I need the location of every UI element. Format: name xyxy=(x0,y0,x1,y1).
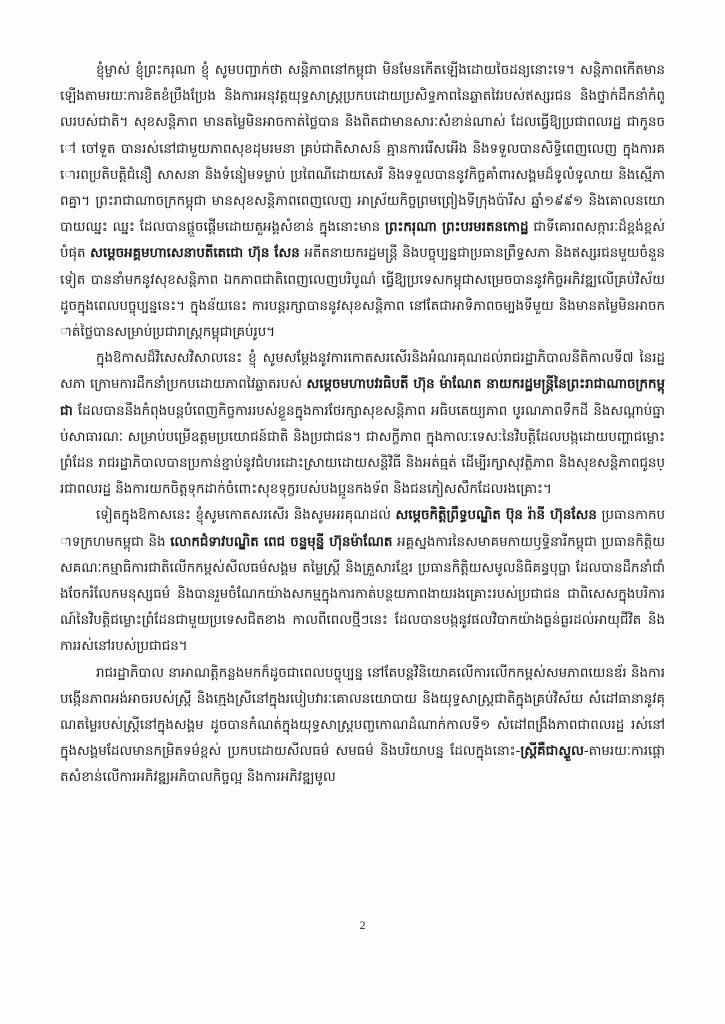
page-number: 2 xyxy=(359,918,366,932)
text-segment: រាជរដ្ឋាភិបាល នាអាណត្តិកន្លងមកក៏ដូចជាពេលបច្ចុប្បន្ន នៅតែបន្តវិនិយោគលើការលើកកម្ពស់សមភាពយេនឌ័រ និងការបង្កើនភាពអង់អាចរបស់ស្ត្រី និងក្មេងស្រីនៅក្នុងរបៀបវារៈគោលនយោបាយ និងយុទ្ធសាស្ត្រជាតិក្នុងគ្រប់វិស័យ សំដៅធានានូវគុណតម្លៃរបស់ស្ត្រីនៅក្នុងសង្គម ដូចបានកំណត់ក្នុងយុទ្ធសាស្ត្របញ្ចកោណដំណាក់កាលទី១ សំដៅពង្រឹងភាពជាពលរដ្ឋ រស់នៅក្នុងសង្គមដែលមានកម្រិតទម៌ខ្ពស់ ប្រកបដោយសីលធម៌ សមធម៌ និងបរិយាបន្ន ដែលក្នុងនោះ- xyxy=(60,665,665,760)
text-segment: ជាទីគោរពសក្ការៈដ៏ខ្ពង់ខ្ពស់បំផុត xyxy=(60,220,665,262)
text-segment: អគ្គស្នងការនៃសមាគមកាយឫទ្ធិនារីកម្ពុជា ប្រធានកិត្តិយសគណៈកម្មាធិការជាតិលើកកម្ពស់សីលធម៌សង្គម តម្លៃស្ត្រី និងគ្រួសារខ្មែរ ប្រធានកិត្តិយសមូលនិធិគន្ធបុប្ផា ដែលបានដឹកនាំជាំងចែករំលែកមនុស្សធម៌ និងបានរួមចំណែកយ៉ាងសកម្មក្នុងការកាត់បន្ថយភាពងាយរងគ្រោះរបស់ប្រជាជន ជាពិសេសក្នុងបរិការណ៍នៃវិបត្តិជម្លោះព្រំដែនជាមួយប្រទេសជិតខាង កាលពីពេលថ្មីៗនេះ ដែលបានបង្កនូវផលវិបាកយ៉ាងធ្ងន់ធ្ងរដល់អាយុជីវិត និងការរស់នៅរបស់ប្រជាជន។ xyxy=(60,534,665,655)
paragraph-peace xyxy=(60,58,665,346)
bold-name-hun-sen: សម្តេចអគ្គមហាសេនាបតីតេជោ ហ៊ុន សែន xyxy=(90,246,300,262)
text-segment: ខ្ញុំម្ចាស់ ខ្ញុំព្រះករុណា ខ្ញុំ សូមបញ្ជាក់ថា សន្តិភាពនៅកម្ពុជា មិនមែនកើតឡើងដោយចៃដន្យនោះទេ។ សន្តិភាពកើតមានឡើងតាមរយៈការខិតខំប្រឹងប្រែង និងការអនុវត្តយុទ្ធសាស្ត្រប្រកបដោយប្រសិទ្ធភាពនៃឆ្លាតវៃរបស់ឥស្សរជន និងថ្នាក់ដឹកនាំកំពូលរបស់ជាតិ។ សុខសន្តិភាព មានតម្លៃមិនអាចកាត់ថ្លៃបាន និងពិតជាមានសារៈសំខាន់ណាស់ ដែលធ្វើឱ្យប្រជាពលរដ្ឋ ជាកូនចៅ ចៅទួត បានរស់នៅជាមួយភាពសុខដុមរមនា គ្រប់ជាតិសាសន៍ គ្មានការរើសអើង និងទទួលបានសិទ្ធិពេញលេញ ក្នុងការគោរពប្រតិបត្តិជំនឿ សាសនា និងទំនៀមទម្លាប់ ប្រពៃណីដោយសេរី និងទទួលបាននូវកិច្ចគាំពារសង្គមដ៏ទូលំទូលាយ និងស្មើភាពគ្នា។ ព្រះរាជាណាចក្រកម្ពុជា មានសុខសន្តិភាពពេញលេញ អាស្រ័យកិច្ចព្រមព្រៀងទីក្រុងប៉ារីស ឆ្នាំ១៩៩១ និងគោលនយោបាយឈ្នះ ឈ្នះ ដែលបានផ្តួចផ្តើមដោយតួអង្គសំខាន់ ក្នុងនោះមាន xyxy=(60,63,665,236)
bold-name-hun-manet: សម្តេចមហាបវរធិបតី ហ៊ុន ម៉ាណែត នាយករដ្ឋមន្ត្រីនៃព្រះរាជាណាចក្រកម្ពុជា xyxy=(60,377,665,419)
paragraph-gender-equality xyxy=(60,661,665,792)
text-segment: ក្នុងឱកាសដ៏វិសេសវិសាលនេះ ខ្ញុំ សូមសម្តែងនូវការកោតសរសើរនិងអំណរគុណដល់រាជរដ្ឋាភិបាលនីតិកាលទី៧ នៃរដ្ឋសភា ក្រោមការដឹកនាំប្រកបដោយភាពវៃឆ្លាតរបស់ xyxy=(60,351,665,393)
bold-title-king: ព្រះករុណា ព្រះបរមរតនកោដ្ឋ xyxy=(385,220,529,236)
paragraph-thanks xyxy=(60,503,665,660)
bold-name-pich-chanmony: លោកជំទាវបណ្ឌិត ពេជ ចន្ទមុន្នី ហ៊ុនម៉ាណែត xyxy=(170,534,393,550)
document-body xyxy=(60,58,665,792)
bold-name-bun-rany: សម្តេចកិត្តិព្រឹទ្ធបណ្ឌិត ប៊ុន រ៉ានី ហ៊ុនសែន xyxy=(395,508,597,524)
text-segment: -តាមរយៈការផ្តោតសំខាន់លើការអភិវឌ្ឍអភិបាលកិច្ចល្អ និងការអភិវឌ្ឍមូល xyxy=(60,744,665,786)
text-segment: ដែលបាននឹងកំពុងបន្តបំពេញកិច្ចការរបស់ខ្លួនក្នុងការថែរក្សាសុខសន្តិភាព អធិបតេយ្យភាព បូរណភាពទឹកដី និងសណ្តាប់ធ្នាប់សាធារណៈ សម្រាប់បម្រើឧត្តមប្រយោជន៍ជាតិ និងប្រជាជន។ ជាសក្ខីភាព ក្នុងកាលៈទេសៈនៃវិបត្តិដែលបង្កដោយបញ្ហាជម្លោះព្រំដែន រាជរដ្ឋាភិបាលបានប្រកាន់ខ្ជាប់នូវជំហរដោះស្រាយដោយសន្តិវិធី និងអត់ធ្មត់ ដើម្បីរក្សាសុវត្ថិភាព និងសុខសន្តិភាពជូនប្រជាពលរដ្ឋ និងការយកចិត្តទុកដាក់ចំពោះសុខទុក្ខរបស់បងប្អូនកងទ័ព និងជនភៀសសឹកដែលរងគ្រោះ។ xyxy=(60,403,665,498)
text-segment: អតីតនាយករដ្ឋមន្ត្រី និងបច្ចុប្បន្នជាប្រធានព្រឹទ្ធសភា និងឥស្សរជនមួយចំនួនទៀត បាននាំមកនូវសុខសន្តិភាព ឯកភាពជាតិពេញលេញបរិបូណ៌ ធ្វើឱ្យប្រទេសកម្ពុជាសម្រេចបាននូវកិច្ចអភិវឌ្ឍលើគ្រប់វិស័យដូចក្នុងពេលបច្ចុប្បន្ននេះ។ ក្នុងន័យនេះ ការបន្តរក្សាបាននូវសុខសន្តិភាព នៅតែជាអាទិភាពចម្បងទីមួយ និងមានតម្លៃមិនអាចកាត់ថ្លៃបានសម្រាប់ប្រជារាស្ត្រកម្ពុជាគ្រប់រូប។ xyxy=(60,246,665,341)
bold-phrase-women: ស្ត្រីគឺជាស្ទួល xyxy=(520,744,584,760)
paragraph-government xyxy=(60,346,665,503)
text-segment: ប្រធានកាកបាទក្រហមកម្ពុជា និង xyxy=(60,508,665,550)
text-segment: ទៀតក្នុងឱកាសនេះ ខ្ញុំសូមកោតសរសើរ និងសូមអរគុណដល់ xyxy=(96,508,396,524)
